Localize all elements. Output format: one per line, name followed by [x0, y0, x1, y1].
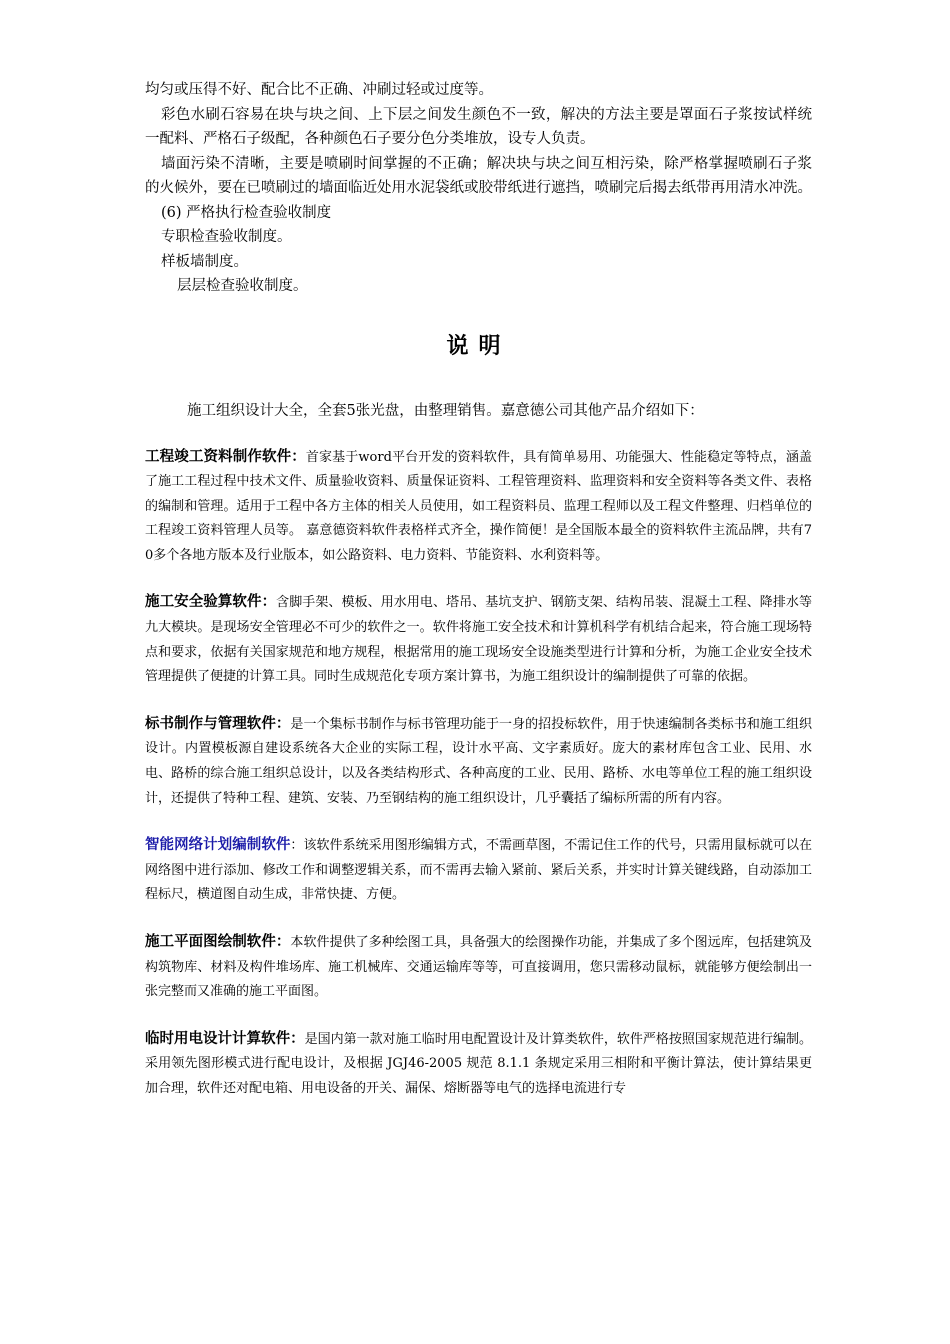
section-body: 是一个集标书制作与标书管理功能于一身的招投标软件，用于快速编制各类标书和施工组织设计。内置模板源自建设系统各大企业的实际工程，设计水平高、文字素质好。庞大的素材库包含工业、民用、水电、路桥的综合施工组织总设计，以及各类结构形式、各种高度的工业、民用、路桥、水电等单位工程的施工组织设计，还提供了特种工程、建筑、安装、乃至钢结构的施工组织设计，几乎囊括了编标所需的所有内容。 — [145, 716, 812, 806]
section-safety-software — [145, 590, 812, 689]
intro-paragraph: 施工组织设计大全，全套5张光盘，由整理销售。嘉意德公司其他产品介绍如下： — [187, 402, 704, 419]
section-tender-software — [145, 712, 812, 811]
section-body: 含脚手架、模板、用水用电、塔吊、基坑支护、钢筋支架、结构吊装、混凝土工程、降排水等九大模块。是现场安全管理必不可少的软件之一。软件将施工安全技术和计算机科学有机结合起来，符合施工现场特点和要求，依据有关国家规范和地方规程，根据常用的施工现场安全设施类型进行计算和分析，为施工企业安全技术管理提供了便捷的计算工具。同时生成规范化专项方案计算书，为施工组织设计的编制提供了可靠的依据。 — [145, 595, 812, 685]
document-page — [145, 78, 812, 1102]
section-heading: 施工安全验算软件： — [145, 594, 277, 611]
list-item-sample-wall: 样板墙制度。 — [161, 253, 248, 270]
paragraph-continuation: 均匀或压得不好、配合比不正确、冲刷过轻或过度等。 — [145, 82, 493, 98]
section-heading: 标书制作与管理软件： — [145, 715, 291, 732]
list-item-dedicated-inspection: 专职检查验收制度。 — [161, 229, 292, 245]
section-heading: 施工平面图绘制软件： — [145, 934, 291, 950]
section-completion-software — [145, 445, 812, 569]
section-heading: 智能网络计划编制软件 — [145, 837, 291, 854]
page-title: 说明 — [446, 333, 511, 359]
section-heading: 工程竣工资料制作软件： — [145, 448, 306, 465]
list-item-layer-inspection: 层层检查验收制度。 — [177, 278, 308, 294]
paragraph-wall-contamination: 墙面污染不清晰，主要是喷刷时间掌握的不正确；解决块与块之间互相污染，除严格掌握喷刷石子浆的火候外，要在已喷刷过的墙面临近处用水泥袋纸或胶带纸进行遮挡，喷刷完后揭去纸带再用清水冲洗。 — [145, 155, 812, 196]
section-body: 本软件提供了多种绘图工具，具备强大的绘图操作功能，并集成了多个图远库，包括建筑及构筑物库、材料及构件堆场库、施工机械库、交通运输库等等，可直接调用，您只需移动鼠标，就能够方便绘制出一张完整而又准确的施工平面图。 — [145, 935, 812, 1000]
paragraph-colored-terrazzo: 彩色水刷石容易在块与块之间、上下层之间发生颜色不一致，解决的方法主要是罩面石子浆按试样统一配料、严格石子级配，各种颜色石子要分色分类堆放，设专人负责。 — [145, 106, 812, 147]
section-heading: 临时用电设计计算软件： — [145, 1030, 305, 1047]
section-network-plan-software — [145, 833, 812, 908]
section-body: 首家基于word平台开发的资料软件，具有简单易用、功能强大、性能稳定等特点，涵盖了施工工程过程中技术文件、质量验收资料、质量保证资料、工程管理资料、监理资料和安全资料等各类文件、表格的编制和管理。适用于工程中各方主体的相关人员使用，如工程资料员、监理工程师以及工程文件整理、归档单位的工程竣工资料管理人员等。 嘉意德资料软件表格样式齐全，操作简便！是全国版本最全的资料软件主流品牌，共有70多个各地方版本及行业版本，如公路资料、电力资料、节能资料、水利资料等。 — [145, 449, 812, 563]
section-body: ：该软件系统采用图形编辑方式，不需画草图，不需记住工作的代号，只需用鼠标就可以在网络图中进行添加、修改工作和调整逻辑关系，而不需再去输入紧前、紧后关系，并实时计算关键线路，自动添加工程标尺，横道图自动生成，非常快捷、方便。 — [145, 838, 812, 903]
section-body: 是国内第一款对施工临时用电配置设计及计算类软件，软件严格按照国家规范进行编制。采用领先图形模式进行配电设计，及根据 JGJ46-2005 规范 8.1.1 条规定采用三相附和平衡计算法，使计算结果更加合理，软件还对配电箱、用电设备的开关、漏保、熔断器等电气的选择电流进行专 — [145, 1031, 812, 1096]
section-temp-power-software — [145, 1027, 812, 1102]
list-heading-inspection: (6) 严格执行检查验收制度 — [161, 204, 332, 221]
section-site-plan-software — [145, 930, 812, 1005]
